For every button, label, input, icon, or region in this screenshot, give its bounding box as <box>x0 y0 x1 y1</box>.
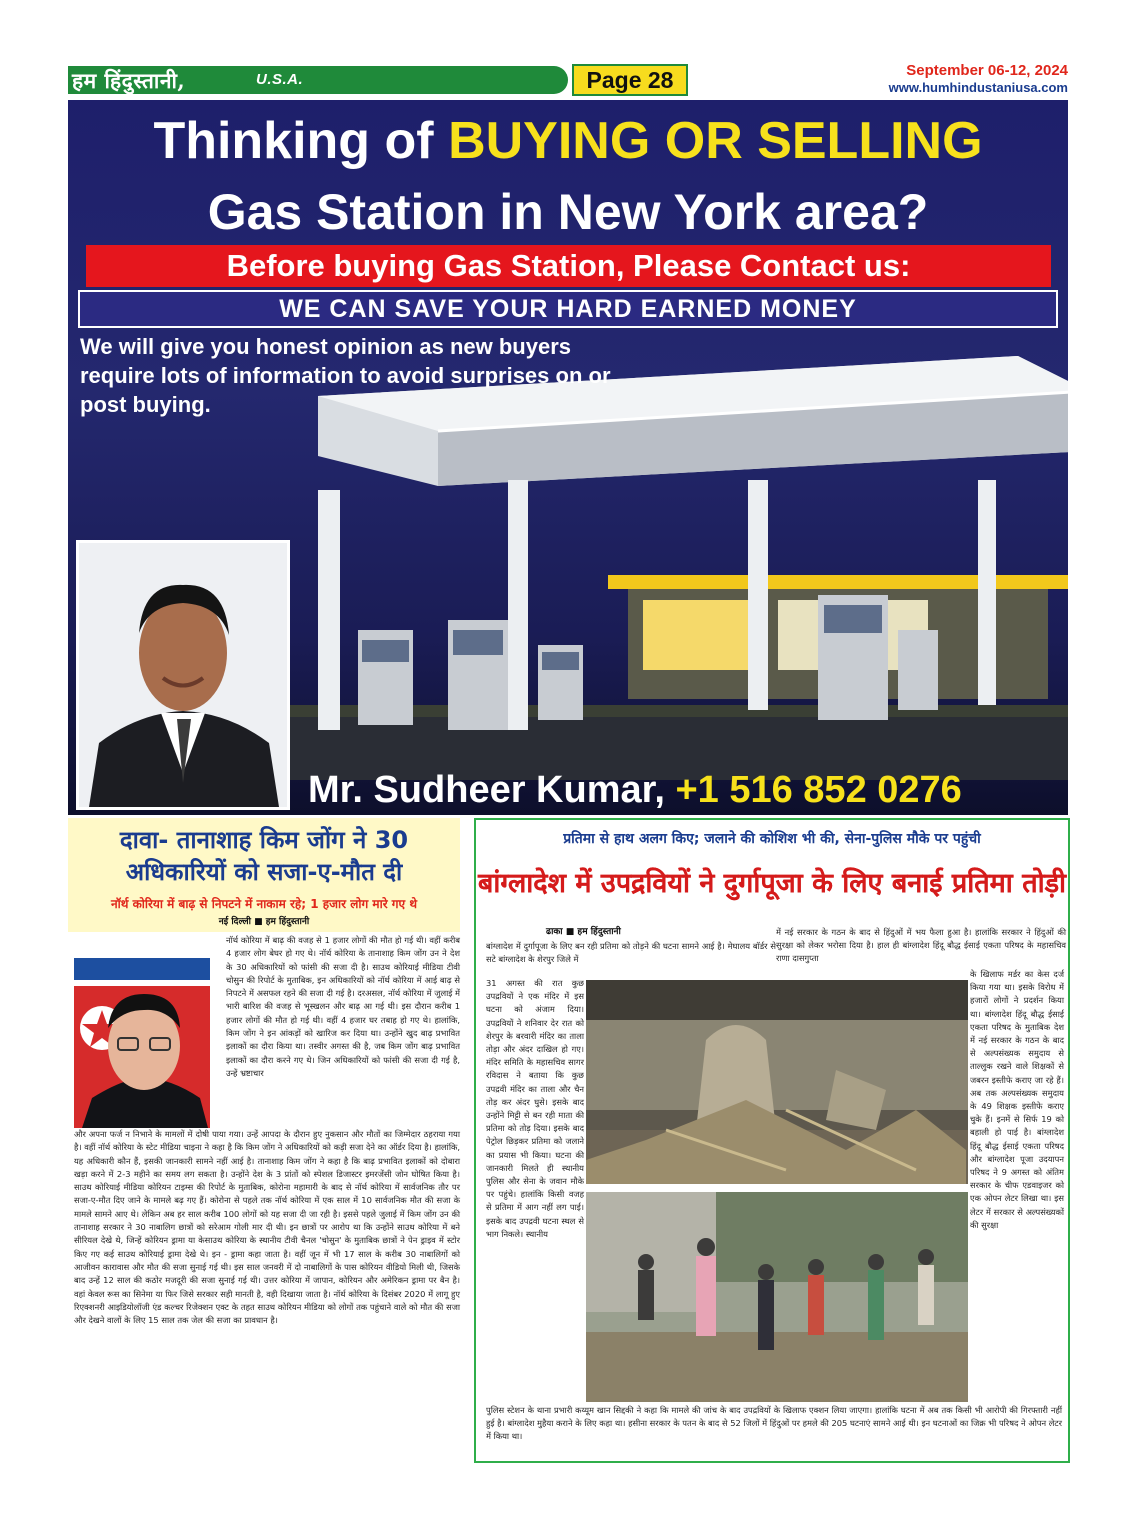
crowd-at-temple-photo <box>586 1192 968 1402</box>
article-paragraph: नॉर्थ कोरिया में बाढ़ की वजह से 1 हजार लोगों की मौत हो गई थी। वहीं करीब 4 हजार लोग बेघर हो गए थे। नॉर्थ कोरिया के तानाशाह किम जोंग उन ने देश के 30 अधिकारियों को फांसी की सजा दी है। साउथ कोरियाई मीडिया टीवी चोसुन की रिपोर्ट के मुताबिक, इन अधिकारियों को नॉर्थ कोरिया में आई बाढ़ से निपटने में असफल रहने की सजा दी गई है। दरअसल, नॉर्थ कोरिया में जुलाई में भारी बारिश की वजह से भूस्खलन और बाढ़ आ गई थी। इस दौरान करीब 1 हजार लोगों की मौत हो गई थी। वहीं 4 हजार घर तबाह हो गए थे। हालांकि, किम जोंग ने इन आंकड़ों को खारिज कर दिया था। उन्होंने खुद बाढ़ प्रभावित इलाकों का दौरा किया था। तस्वीर अगस्त की है, जब किम जोंग बाढ़ प्रभावित इलाकों का दौरा करने गए थे। जिन अधिकारियों को फांसी की सजा दी गई है, उन्हें भ्रष्टाचार <box>226 935 460 1078</box>
newspaper-name-banner <box>68 66 568 94</box>
page-number: Page 28 <box>586 67 674 93</box>
article-subheadline: नॉर्थ कोरिया में बाढ़ से निपटने में नाकाम रहे; 1 हजार लोग मारे गए थे <box>110 897 418 911</box>
newspaper-name: हम हिंदुस्तानी, <box>72 68 186 93</box>
portrait-illustration <box>79 543 287 807</box>
article-column-left: 31 अगस्त की रात कुछ उपद्रवियों ने एक मंदिर में इस घटना को अंजाम दिया। उपद्रवियों ने शनिवार देर रात को शेरपुर के बरवारी मंदिर का ताला तोड़ा और अंदर दाखिल हो गए। मंदिर समिति के महासचिव सागर रविदास ने बताया कि कुछ उपद्रवी मंदिर का ताला और चैन तोड़ कर अंदर घुसे। इसके बाद उन्होंने मिट्टी से बन रही माता की प्रतिमा को तोड़ दिया। इसके बाद पेट्रोल छिड़कर प्रतिमा को जलाने का प्रयास भी किया। घटना की जानकारी मिलते ही स्थानीय पुलिस और सेना के जवान मौके पर पहुंचे। हालांकि किसी वजह से प्रतिमा में आग नहीं लग पाई। इसके बाद उपद्रवी घटना स्थल से भाग निकले। स्थानीय <box>486 978 584 1239</box>
broken-idol-photo <box>586 980 968 1184</box>
article-body-top <box>214 934 460 1080</box>
article-header-box <box>68 818 460 932</box>
contact-phone[interactable]: +1 516 852 0276 <box>675 769 962 811</box>
gas-station-scene <box>278 480 1068 780</box>
article-headline: दावा- तानाशाह किम जोंग ने 30 अधिकारियों को सजा-ए-मौत दी <box>119 826 409 886</box>
article-column-right-top: में नई सरकार के गठन के बाद से हिंदुओं में भय फैला हुआ है। हालांकि सरकार ने हिंदुओं की सुरक्षा को लेकर भरोसा दिया है। हाल ही बांग्लादेश हिंदू बौद्ध ईसाई एकता परिषद के महासचिव राणा दासगुप्ता <box>776 927 1066 964</box>
ad-headline-line1 <box>68 110 1068 172</box>
crowd-illustration <box>586 1192 968 1402</box>
ad-body-text: We will give you honest opinion as new buyers require lots of information to avoid surprises on or post buying. <box>80 334 611 417</box>
article-body-bottom: पुलिस स्टेशन के थाना प्रभारी कय्यूम खान सिद्दकी ने कहा कि मामले की जांच के बाद उपद्रवियों के खिलाफ एक्शन लिया जाएगा। हालांकि घटना में अब तक किसी भी आरोपी की गिरफ्तारी नहीं हुई है। बांग्लादेश मुहैया कराने के लिए कहा था। हसीना सरकार के पतन के बाद से 52 जिलों में हिंदुओं पर हमले की 205 घटनाएं सामने आई थी। इन घटनाओं का जिक्र भी परिषद ने ओपन लेटर में किया था। <box>486 1405 1062 1442</box>
contact-name: Mr. Sudheer Kumar, <box>308 769 665 811</box>
ad-save-money-banner <box>78 290 1058 328</box>
ad-contact-banner-text: Before buying Gas Station, Please Contact us: <box>226 248 911 283</box>
gas-station-advertisement <box>68 100 1068 815</box>
newspaper-name-suffix: U.S.A. <box>256 71 304 88</box>
article-dateline: ढाका ■ हम हिंदुस्तानी <box>546 927 621 937</box>
ad-save-money-text: WE CAN SAVE YOUR HARD EARNED MONEY <box>279 295 857 323</box>
article-body-bottom <box>74 1128 460 1327</box>
article-headline: बांग्लादेश में उपद्रवियों ने दुर्गापूजा के लिए बनाई प्रतिमा तोड़ी <box>476 856 1068 912</box>
ad-headline-highlight: BUYING OR SELLING <box>448 112 983 170</box>
ad-contact-line <box>308 768 1068 812</box>
ad-contact-banner <box>86 245 1051 287</box>
advertiser-portrait <box>76 540 290 810</box>
ad-headline-line2: Gas Station in New York area? <box>207 184 929 240</box>
kim-jong-photo <box>74 958 210 1128</box>
kim-jong-illustration <box>74 958 210 1128</box>
article-kicker: प्रतिमा से हाथ अलग किए; जलाने की कोशिश भी की, सेना-पुलिस मौके पर पहुंची <box>563 831 981 847</box>
ad-headline-prefix: Thinking of <box>153 112 434 170</box>
article-paragraph: और अपना फर्ज न निभाने के मामलों में दोषी पाया गया। उन्हें आपदा के दौरान हुए नुकसान और मौतों का जिम्मेदार ठहराया गया है। वहीं नॉर्थ कोरिया के स्टेट मीडिया चाइना ने कहा है कि किम जोंग ने अधिकारियों को कड़ी सजा देने का ऑर्डर दिया है। हालांकि, यह अधिकारी कौन हैं, इसकी जानकारी सामने नहीं आई है। तानाशाह किम जोंग ने कहा है कि बाढ़ प्रभावित इलाकों को दोबारा खड़ा करने में 2-3 महीने का समय लग सकता है। उन्होंने देश के 3 प्रांतों को स्पेशल डिजास्टर इमरजेंसी जोन घोषित किया है। साउथ कोरियाई मीडिया कोरियन टाइम्स की रिपोर्ट के मुताबिक, कोरोना महामारी के बाद से नॉर्थ कोरिया में सार्वजनिक तौर पर सजा-ए-मौत दिए जाने के मामले बढ़ गए हैं। कोरोना से पहले तक नॉर्थ कोरिया में एक साल में 10 सार्वजनिक मौत की सजा के मामले सामने आए थे। लेकिन अब हर साल करीब 100 लोगों को यह सजा दी जा रही है। इससे पहले जुलाई में किम जोंग उन की तानाशाह सरकार ने 30 नाबालिग छात्रों को सरेआम गोली मार दी थी। इन छात्रों पर आरोप था कि उन्होंने साउथ कोरिया में बने सीरियल देखे थे, जिन्हें कोरियन ड्रामा या केसाउथ कोरिया के स्थानीय टीवी चैनल 'चोसुन' के मुताबिक छात्रों ने पेन ड्राइव में स्टोर किए गए कई साउथ कोरियाई ड्रामा देखे थे। इन - ड्रामा कहा जाता है। वहीं जून में भी 17 साल के करीब 30 नाबालिगों को आजीवन कारावास और मौत की सजा सुनाई गई थी। इस साल जनवरी में दो नाबालिगों के पास कोरियन वीडियो मिली थी, जिसके बाद उन्हें 12 साल की कठोर मजदूरी की सजा सुनाई गई थी। उत्तर कोरिया में जापान, कोरियन और अमेरिकन ड्रामा पर बैन है। वहां केवल रूस का सिनेमा या फिर जिसे सरकार सही मानती है, वही दिखाया जाता है। नॉर्थ कोरिया के दिसंबर 2020 में लागू हुए रिएक्शनरी आइडियोलॉजी एंड कल्चर रिजेक्शन एक्ट के तहत साउथ कोरियन मीडिया को लोगों तक पहुंचाने वाले को मौत की सजा और देखने वालों के लिए 15 साल तक जेल की सजा का प्रावधान है। <box>74 1129 460 1326</box>
page-number-box <box>572 64 688 96</box>
article-column-intro: बांग्लादेश में दुर्गापूजा के लिए बन रही प्रतिमा को तोड़ने की घटना सामने आई है। मेघालय बॉर्डर से सटे बांग्लादेश के शेरपुर जिले में <box>486 941 776 965</box>
bangladesh-idol-article <box>474 818 1070 1463</box>
masthead-right <box>889 62 1068 95</box>
masthead <box>68 62 1068 96</box>
website-link[interactable]: www.humhindustaniusa.com <box>888 80 1068 95</box>
article-column-right: के खिलाफ मर्डर का केस दर्ज किया गया था। इसके विरोध में हजारों लोगों ने प्रदर्शन किया था। बांग्लादेश हिंदू बौद्ध ईसाई एकता परिषद के मुताबिक देश में नई सरकार के गठन के बाद से अल्पसंख्यक समुदाय से ताल्लुक रखने वाले शिक्षकों से जबरन इस्तीफे कराए जा रहे हैं। अब तक अल्पसंख्यक समुदाय के 49 शिक्षक इस्तीफे कराए चुके हैं। इनमें से सिर्फ 19 को बहाली हो पाई है। बांग्लादेश हिंदू बौद्ध ईसाई एकता परिषद और बांग्लादेश पूजा उदयापन परिषद ने 9 अगस्त को अंतिम सरकार के चीफ एडवाइजर को एक ओपन लेटर लिखा था। इस लेटर में सरकार से अल्पसंख्यकों की सुरक्षा <box>970 969 1064 1230</box>
broken-idol-illustration <box>586 980 968 1184</box>
issue-date: September 06-12, 2024 <box>906 62 1068 79</box>
kim-jong-article <box>68 818 460 1463</box>
article-dateline: नई दिल्ली ■ हम हिंदुस्तानी <box>218 917 310 927</box>
